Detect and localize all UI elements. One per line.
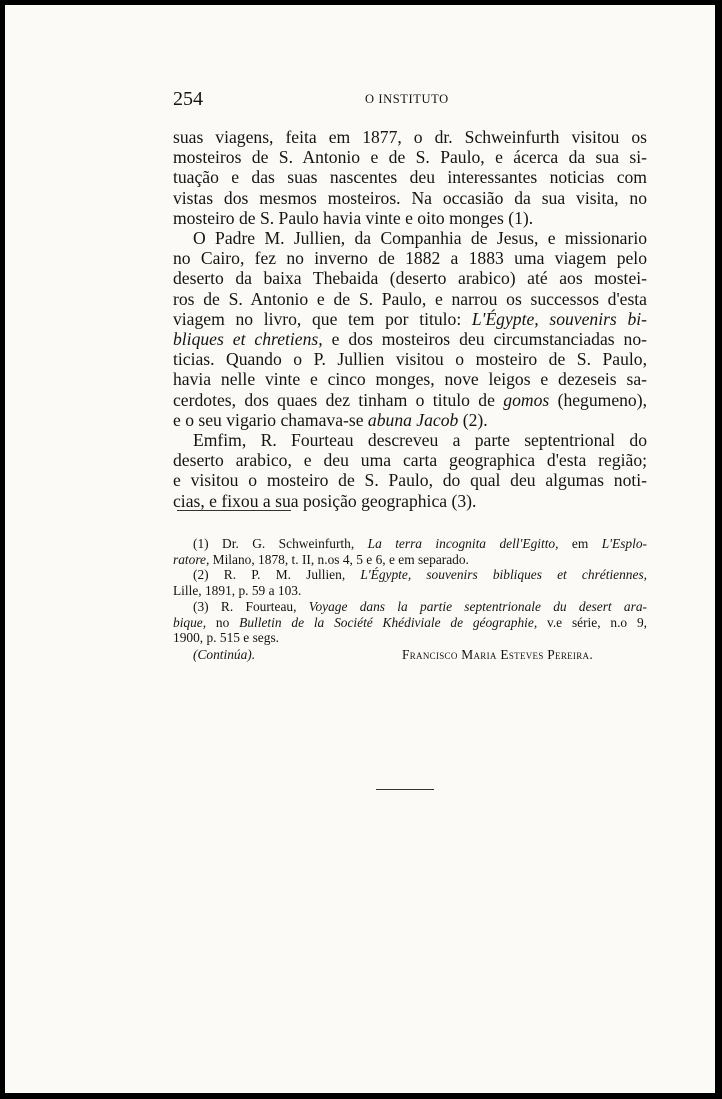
footnote-text: (3) R. Fourteau,	[193, 598, 309, 614]
body-line: cias, e fixou a sua posição geographica (3).	[173, 490, 477, 511]
footnote-text: em	[558, 536, 602, 551]
footnote-title: Voyage dans la partie septentrionale du desert ara-	[308, 598, 647, 614]
footnote-text: v.e série, n.o 9,	[537, 614, 647, 630]
body-text-run: (2).	[458, 409, 488, 430]
footnote-text: Milano, 1878, t. II, n.os 4, 5 e 6, e em separado.	[209, 551, 469, 567]
body-line: deserto arabico, e deu uma carta geographica d'esta região;	[173, 450, 647, 471]
body-line: suas viagens, feita em 1877, o dr. Schweinfurth visitou os	[173, 127, 647, 147]
body-line: tuação e das suas nascentes deu interessantes noticias com	[173, 167, 647, 188]
footnote-title: Bulletin de la Société Khédiviale de géographie,	[239, 614, 538, 630]
end-divider	[376, 789, 434, 790]
continua-note: (Continúa).	[193, 647, 256, 662]
body-line: e visitou o mosteiro de S. Paulo, do qual deu algumas noti-	[173, 470, 647, 491]
footnotes	[173, 536, 647, 646]
footnote-text: (1) Dr. G. Schweinfurth,	[193, 536, 368, 551]
author-signature: Francisco Maria Esteves Pereira.	[402, 647, 593, 662]
body-line: mosteiros de S. Antonio e de S. Paulo, e ácerca da sua si-	[173, 147, 647, 168]
body-line: vistas dos mesmos mosteiros. Na occasião da sua visita, no	[173, 187, 647, 208]
footnote-line	[173, 567, 647, 583]
body-line	[173, 410, 647, 430]
footnote-line	[173, 599, 647, 615]
footnote-line	[173, 552, 647, 568]
body-text-run: e dos mosteiros deu circumstanciadas no-	[322, 329, 647, 350]
footnote-divider	[177, 510, 291, 511]
term-run: abuna Jacob	[367, 409, 459, 430]
body-text	[173, 127, 647, 511]
footnote-text: (2) R. P. M. Jullien,	[193, 567, 361, 583]
footnote-line: Lille, 1891, p. 59 a 103.	[173, 583, 302, 599]
body-text-run: cerdotes, dos quaes dez tinham o titulo de	[173, 389, 504, 410]
body-line: ros de S. Antonio e de S. Paulo, e narrou os successos d'esta	[173, 288, 647, 309]
body-text-run: viagem no livro, que tem por titulo:	[173, 308, 472, 329]
body-line: deserto da baixa Thebaida (deserto arabico) até aos mostei-	[173, 268, 647, 289]
footnote-title: ratore,	[173, 551, 210, 567]
page-number: 254	[173, 88, 203, 110]
body-line: no Cairo, fez no inverno de 1882 a 1883 uma viagem pelo	[173, 248, 647, 269]
body-line	[173, 390, 647, 410]
book-title-run: bliques et chretiens,	[173, 329, 323, 350]
page	[5, 5, 715, 1093]
body-line: mosteiro de S. Paulo havia vinte e oito monges (1).	[173, 207, 534, 228]
footnote-title: L'Esplo-	[601, 536, 647, 551]
body-line	[173, 309, 647, 329]
footnote-line	[173, 536, 647, 552]
term-run: gomos	[503, 389, 550, 410]
body-line: O Padre M. Jullien, da Companhia de Jesus, e missionario	[193, 228, 647, 249]
footnote-title: bique,	[173, 614, 207, 630]
body-line	[173, 329, 647, 349]
footnote-line: 1900, p. 515 e segs.	[173, 630, 280, 646]
body-line: ticias. Quando o P. Jullien visitou o mosteiro de S. Paulo,	[173, 349, 647, 370]
footnote-title: L'Égypte, souvenirs bibliques et chrétiennes,	[360, 567, 647, 583]
body-line: havia nelle vinte e cinco monges, nove leigos e dezeseis sa-	[173, 369, 647, 390]
body-text-run: (hegumeno),	[549, 389, 647, 410]
body-text-run: e o seu vigario chamava-se	[173, 409, 368, 430]
body-line: Emfim, R. Fourteau descreveu a parte septentrional do	[193, 430, 647, 451]
running-title: O INSTITUTO	[365, 92, 449, 106]
book-title-run: L'Égypte, souvenirs bi-	[471, 308, 647, 329]
footnote-line	[173, 615, 647, 631]
footnote-title: La terra incognita dell'Egitto,	[367, 536, 559, 551]
footnote-text: no	[206, 614, 240, 630]
